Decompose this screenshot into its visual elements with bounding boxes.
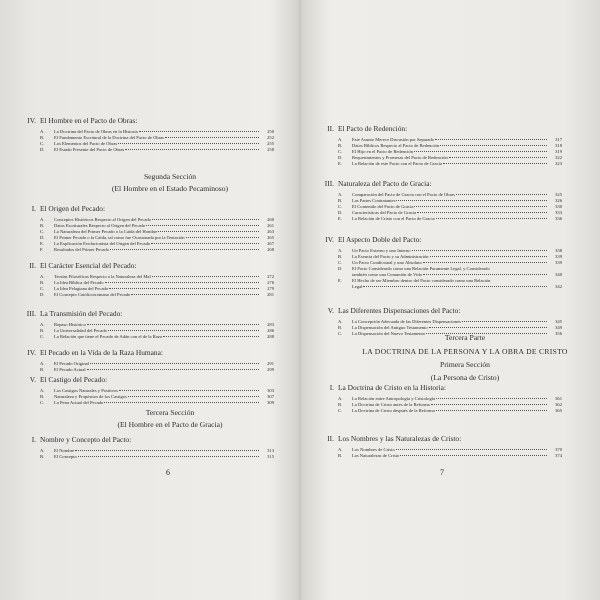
entry-letter: C. <box>338 408 343 413</box>
dot-leader <box>363 286 547 287</box>
dot-leader <box>105 282 260 283</box>
entry-page-number: 319 <box>555 149 562 154</box>
toc-entry-list <box>40 274 274 298</box>
entry-text: El Concepto <box>54 454 77 459</box>
chapter-title-text: El Pacto de Redención: <box>338 124 408 133</box>
dot-leader <box>396 449 547 450</box>
entry-text: La Doctrina del Pacto de Obras en la Historia <box>54 129 138 134</box>
entry-letter: E. <box>338 161 342 166</box>
entry-text: La Idea Pelagiana del Pecado <box>54 286 109 291</box>
toc-entry <box>40 454 274 460</box>
entry-page-number: 258 <box>267 147 274 152</box>
entry-text: El Nombre <box>54 448 75 453</box>
chapter-numeral: I. <box>31 435 36 444</box>
entry-text: Repaso Histórico <box>54 322 86 327</box>
section-subheading: (La Persona de Cristo) <box>430 373 500 382</box>
toc-entry-list <box>338 137 562 167</box>
entry-text: El Pecado Actual <box>54 367 86 372</box>
toc-entry-list <box>40 448 274 460</box>
entry-text: La Explicación Evolucionista del Origen del Pecado <box>54 241 151 246</box>
entry-letter: E. <box>338 216 342 221</box>
entry-text: Conceptos Históricos Respecto al Origen del Pecado <box>54 217 151 222</box>
entry-text: Características del Pacto de Gracia <box>352 210 417 215</box>
entry-page-number: 279 <box>267 286 274 291</box>
dot-leader <box>128 396 259 397</box>
entry-page-number: 356 <box>555 331 562 336</box>
entry-text: Legal <box>352 284 363 289</box>
entry-letter: A. <box>40 322 45 327</box>
entry-letter: B. <box>338 402 343 407</box>
chapter-title-text: Las Diferentes Dispensaciones del Pacto: <box>338 306 461 315</box>
entry-text: La Relación de este Pacto con el Pacto de Gracia <box>352 161 442 166</box>
entry-letter: E. <box>40 241 44 246</box>
entry-text: La Relación entre Antropología y Cristología <box>352 396 436 401</box>
dot-leader <box>423 274 547 275</box>
toc-entry <box>338 408 562 414</box>
toc-entry-list <box>338 192 562 222</box>
chapter-title-text: Nombre y Concepto del Pacto: <box>40 435 132 444</box>
entry-letter: C. <box>40 141 45 146</box>
entry-text: El Pecado Original <box>54 361 89 366</box>
toc-entry-list <box>40 322 274 340</box>
toc-chapter-title <box>322 435 461 442</box>
part-subtitle: LA DOCTRINA DE LA PERSONA Y LA OBRA DE CRISTO <box>362 347 568 356</box>
entry-page-number: 339 <box>555 260 562 265</box>
entry-letter: B. <box>40 394 45 399</box>
entry-text: La Dispensación del Nuevo Testamento <box>352 331 426 336</box>
toc-chapter-title <box>24 310 122 317</box>
entry-page-number: 272 <box>267 274 274 279</box>
toc-entry-list <box>40 361 274 373</box>
entry-letter: B. <box>338 143 343 148</box>
toc-chapter-title <box>24 117 137 124</box>
toc-entry <box>40 292 274 298</box>
chapter-title-text: El Pecado en la Vida de la Raza Humana: <box>40 348 163 357</box>
entry-page-number: 281 <box>267 292 274 297</box>
toc-entry <box>338 284 562 290</box>
dot-leader <box>456 194 547 195</box>
toc-entry <box>338 216 562 222</box>
entry-page-number: 330 <box>555 204 562 209</box>
entry-letter: A. <box>40 217 45 222</box>
chapter-numeral: I. <box>329 383 334 392</box>
chapter-title-text: Naturaleza del Pacto de Gracia: <box>338 179 432 188</box>
toc-chapter-title <box>24 376 107 383</box>
entry-page-number: 260 <box>267 217 274 222</box>
entry-text: El Estado Presente del Pacto de Obras <box>54 147 125 152</box>
entry-page-number: 313 <box>267 448 274 453</box>
entry-letter: B. <box>40 454 45 459</box>
entry-letter: A. <box>40 361 45 366</box>
entry-text: Datos Bíblicos Respecto al Pacto de Redención <box>352 143 440 148</box>
toc-chapter-title <box>322 384 446 391</box>
entry-text: Comparación del Pacto de Gracia con el Pacto de Obras <box>352 192 455 197</box>
toc-entry-list <box>338 248 562 290</box>
toc-entry <box>338 161 562 167</box>
entry-page-number: 374 <box>555 453 562 458</box>
entry-page-number: 268 <box>267 247 274 252</box>
toc-entry-list <box>338 447 562 459</box>
section-subheading: (El Hombre en el Estado Pecaminoso) <box>111 184 229 193</box>
entry-text: Teorías Filosóficas Respecto a la Naturaleza del Mal <box>54 274 151 279</box>
entry-page-number: 307 <box>267 394 274 399</box>
entry-text: La Naturaleza del Primer Pecado o la Caída del Hombre <box>54 229 158 234</box>
dot-leader <box>125 149 259 150</box>
entry-page-number: 263 <box>267 229 274 234</box>
dot-leader <box>131 294 259 295</box>
entry-letter: C. <box>338 149 343 154</box>
chapter-title-text: El Origen del Pecado: <box>40 204 106 213</box>
entry-letter: C. <box>40 286 45 291</box>
toc-entry-list <box>40 129 274 153</box>
entry-text: El Hecho de ser Miembro dentro del Pacto considerado como una Relación <box>352 278 491 283</box>
chapter-numeral: IV. <box>27 348 36 357</box>
entry-letter: D. <box>338 210 343 215</box>
dot-leader <box>400 455 547 456</box>
dot-leader <box>152 219 259 220</box>
toc-chapter-title <box>24 205 105 212</box>
dot-leader <box>440 145 547 146</box>
chapter-numeral: IV. <box>27 116 36 125</box>
entry-text: El Pacto Considerado como una Relación Puramente Legal, y Considerado <box>352 266 490 271</box>
dot-leader <box>139 131 259 132</box>
chapter-title-text: El Aspecto Doble del Pacto: <box>338 235 422 244</box>
entry-text: Un Pacto Externo y uno Interno <box>352 248 411 253</box>
dot-leader <box>87 369 259 370</box>
dot-leader <box>165 137 259 138</box>
entry-page-number: 303 <box>267 388 274 393</box>
entry-letter: D. <box>40 292 45 297</box>
dot-leader <box>78 456 259 457</box>
entry-letter: C. <box>40 334 45 339</box>
entry-text: La Pena Actual del Pecado <box>54 400 104 405</box>
chapter-title-text: El Castigo del Pecado: <box>40 375 108 384</box>
toc-chapter-title <box>322 236 421 243</box>
dot-leader <box>186 237 259 238</box>
entry-page-number: 323 <box>555 161 562 166</box>
dot-leader <box>414 151 547 152</box>
page-number: 6 <box>166 468 170 477</box>
chapter-numeral: II. <box>327 124 334 133</box>
page-number: 7 <box>440 468 444 477</box>
toc-entry <box>40 400 274 406</box>
toc-chapter-title <box>24 262 136 269</box>
dot-leader <box>119 390 259 391</box>
section-heading: Tercera Sección <box>145 408 195 417</box>
toc-chapter-title <box>322 180 432 187</box>
toc-entry <box>40 367 274 373</box>
entry-letter: C. <box>338 260 343 265</box>
chapter-numeral: II. <box>29 261 36 270</box>
dot-leader <box>152 276 259 277</box>
dot-leader <box>104 402 259 403</box>
dot-leader <box>118 143 259 144</box>
chapter-numeral: V. <box>327 306 334 315</box>
entry-text: El Fundamento Escritural de la Doctrina del Pacto de Obras <box>54 135 165 140</box>
entry-letter: D. <box>40 235 45 240</box>
entry-text: La Idea Bíblica del Pecado <box>54 280 104 285</box>
toc-entry-list <box>338 319 562 337</box>
right-page <box>300 0 600 600</box>
entry-letter: B. <box>40 280 45 285</box>
entry-page-number: 315 <box>267 454 274 459</box>
entry-letter: A. <box>40 448 45 453</box>
entry-page-number: 325 <box>555 192 562 197</box>
entry-letter: B. <box>40 135 45 140</box>
entry-page-number: 322 <box>555 155 562 160</box>
entry-text: Los Nombres de Cristo <box>352 447 395 452</box>
entry-letter: A. <box>338 137 343 142</box>
entry-page-number: 288 <box>267 334 274 339</box>
section-heading: Segunda Sección <box>143 172 197 181</box>
toc-entry <box>338 453 562 459</box>
entry-page-number: 286 <box>267 328 274 333</box>
entry-text: también como una Comunión de Vida <box>352 272 422 277</box>
dot-leader <box>412 250 547 251</box>
toc-chapter-title <box>322 125 407 132</box>
dot-leader <box>396 200 547 201</box>
chapter-numeral: III. <box>324 179 334 188</box>
dot-leader <box>146 225 259 226</box>
entry-letter: A. <box>338 192 343 197</box>
entry-text: La Relación de Cristo con el Pacto de Gracia <box>352 216 435 221</box>
toc-entry-list <box>40 217 274 253</box>
chapter-numeral: IV. <box>325 235 334 244</box>
dot-leader <box>436 398 547 399</box>
toc-chapter-title <box>24 349 163 356</box>
entry-page-number: 349 <box>555 325 562 330</box>
dot-leader <box>429 327 547 328</box>
entry-page-number: 317 <box>555 137 562 142</box>
entry-letter: C. <box>40 229 45 234</box>
entry-page-number: 336 <box>555 216 562 221</box>
entry-letter: A. <box>338 447 343 452</box>
toc-entry <box>40 334 274 340</box>
toc-entry <box>40 147 274 153</box>
entry-page-number: 342 <box>555 284 562 289</box>
entry-text: La Universalidad del Pecado <box>54 328 107 333</box>
dot-leader <box>431 404 547 405</box>
entry-text: La Doctrina de Cristo antes de la Reforma <box>352 402 430 407</box>
entry-letter: C. <box>338 331 343 336</box>
entry-letter: E. <box>338 278 342 283</box>
entry-text: Las Partes Contratantes <box>352 198 396 203</box>
part-heading: Tercera Parte <box>444 333 486 342</box>
chapter-numeral: II. <box>327 434 334 443</box>
entry-letter: A. <box>338 248 343 253</box>
toc-chapter-title <box>322 307 460 314</box>
entry-text: El Contenido del Pacto de Gracia <box>352 204 414 209</box>
dot-leader <box>75 450 259 451</box>
entry-page-number: 326 <box>555 198 562 203</box>
entry-page-number: 339 <box>555 254 562 259</box>
dot-leader <box>151 243 259 244</box>
entry-page-number: 333 <box>555 210 562 215</box>
dot-leader <box>87 324 259 325</box>
dot-leader <box>430 256 547 257</box>
entry-page-number: 276 <box>267 280 274 285</box>
section-subheading: (El Hombre en el Pacto de Gracia) <box>117 420 223 429</box>
dot-leader <box>435 139 547 140</box>
entry-page-number: 283 <box>267 322 274 327</box>
entry-page-number: 267 <box>267 241 274 246</box>
entry-text: Datos Escriturales Respecto al Origen del Pecado <box>54 223 146 228</box>
entry-letter: A. <box>40 274 45 279</box>
entry-page-number: 318 <box>555 143 562 148</box>
entry-text: Requerimientos y Promesas del Pacto de Redención <box>352 155 448 160</box>
entry-letter: D. <box>338 266 343 271</box>
entry-text: El Hijo en el Pacto de Redención <box>352 149 413 154</box>
entry-page-number: 338 <box>555 248 562 253</box>
entry-letter: D. <box>40 147 45 152</box>
entry-letter: A. <box>40 388 45 393</box>
entry-text: Los Elementos del Pacto de Obras <box>54 141 118 146</box>
entry-letter: B. <box>40 223 45 228</box>
dot-leader <box>449 157 547 158</box>
dot-leader <box>417 212 547 213</box>
dot-leader <box>109 288 259 289</box>
dot-leader <box>163 336 259 337</box>
chapter-numeral: V. <box>29 375 36 384</box>
chapter-title-text: Los Nombres y las Naturalezas de Cristo: <box>338 434 462 443</box>
entry-text: La Esencia del Pacto y su Administración <box>352 254 429 259</box>
entry-letter: B. <box>40 367 45 372</box>
dot-leader <box>426 333 547 334</box>
entry-letter: D. <box>338 155 343 160</box>
entry-page-number: 365 <box>555 408 562 413</box>
entry-text: La Concepción Adecuada de las Diferentes Dispensaciones <box>352 319 461 324</box>
entry-letter: A. <box>338 396 343 401</box>
chapter-title-text: La Transmisión del Pecado: <box>40 309 123 318</box>
dot-leader <box>108 330 259 331</box>
entry-letter: C. <box>40 400 45 405</box>
entry-letter: B. <box>338 254 343 259</box>
toc-entry-list <box>40 388 274 406</box>
toc-entry-list <box>338 396 562 414</box>
section-heading: Primera Sección <box>440 360 490 369</box>
toc-entry <box>40 247 274 253</box>
dot-leader <box>443 163 547 164</box>
entry-text: El Primer Pecado o la Caída, tal como fue Ocasionada por la Tentación <box>54 235 185 240</box>
entry-letter: B. <box>338 453 343 458</box>
dot-leader <box>110 249 259 250</box>
entry-page-number: 252 <box>267 135 274 140</box>
entry-page-number: 345 <box>555 319 562 324</box>
chapter-numeral: III. <box>26 309 36 318</box>
entry-letter: B. <box>40 328 45 333</box>
dot-leader <box>423 262 547 263</box>
entry-text: El Concepto Católicorromano del Pecado <box>54 292 131 297</box>
toc-entry <box>338 331 562 337</box>
entry-page-number: 340 <box>555 272 562 277</box>
chapter-numeral: I. <box>31 204 36 213</box>
dot-leader <box>158 231 259 232</box>
entry-page-number: 370 <box>555 447 562 452</box>
entry-letter: F. <box>40 247 44 252</box>
dot-leader <box>436 218 547 219</box>
entry-letter: A. <box>40 129 45 134</box>
entry-letter: B. <box>338 325 343 330</box>
entry-letter: B. <box>338 198 343 203</box>
entry-page-number: 299 <box>267 367 274 372</box>
entry-page-number: 250 <box>267 129 274 134</box>
dot-leader <box>414 206 547 207</box>
entry-letter: C. <box>338 204 343 209</box>
entry-page-number: 362 <box>555 402 562 407</box>
entry-page-number: 361 <box>555 396 562 401</box>
dot-leader <box>90 363 259 364</box>
entry-text: Los Castigos Naturales y Positivos <box>54 388 119 393</box>
entry-text: La Dispensación del Antiguo Testamento <box>352 325 428 330</box>
entry-text: Las Naturalezas de Cristo <box>352 453 400 458</box>
dot-leader <box>436 410 547 411</box>
chapter-title-text: La Doctrina de Cristo en la Historia: <box>338 383 446 392</box>
chapter-title-text: El Hombre en el Pacto de Obras: <box>40 116 138 125</box>
entry-letter: A. <box>338 319 343 324</box>
chapter-title-text: El Carácter Esencial del Pecado: <box>40 261 137 270</box>
entry-text: Naturaleza y Propósitos de los Castigos <box>54 394 127 399</box>
dot-leader <box>462 321 547 322</box>
toc-chapter-title <box>24 436 131 443</box>
entry-page-number: 255 <box>267 141 274 146</box>
entry-page-number: 265 <box>267 235 274 240</box>
entry-text: La Relación que tiene el Pecado de Adán con el de la Raza <box>54 334 162 339</box>
entry-page-number: 261 <box>267 223 274 228</box>
entry-text: Resultados del Primer Pecado <box>54 247 109 252</box>
entry-text: Este Asunto Merece Discusión por Separado <box>352 137 435 142</box>
entry-text: La Doctrina de Cristo después de la Reforma <box>352 408 435 413</box>
entry-page-number: 291 <box>267 361 274 366</box>
entry-page-number: 309 <box>267 400 274 405</box>
entry-text: Un Pacto Condicional y uno Absoluto <box>352 260 422 265</box>
